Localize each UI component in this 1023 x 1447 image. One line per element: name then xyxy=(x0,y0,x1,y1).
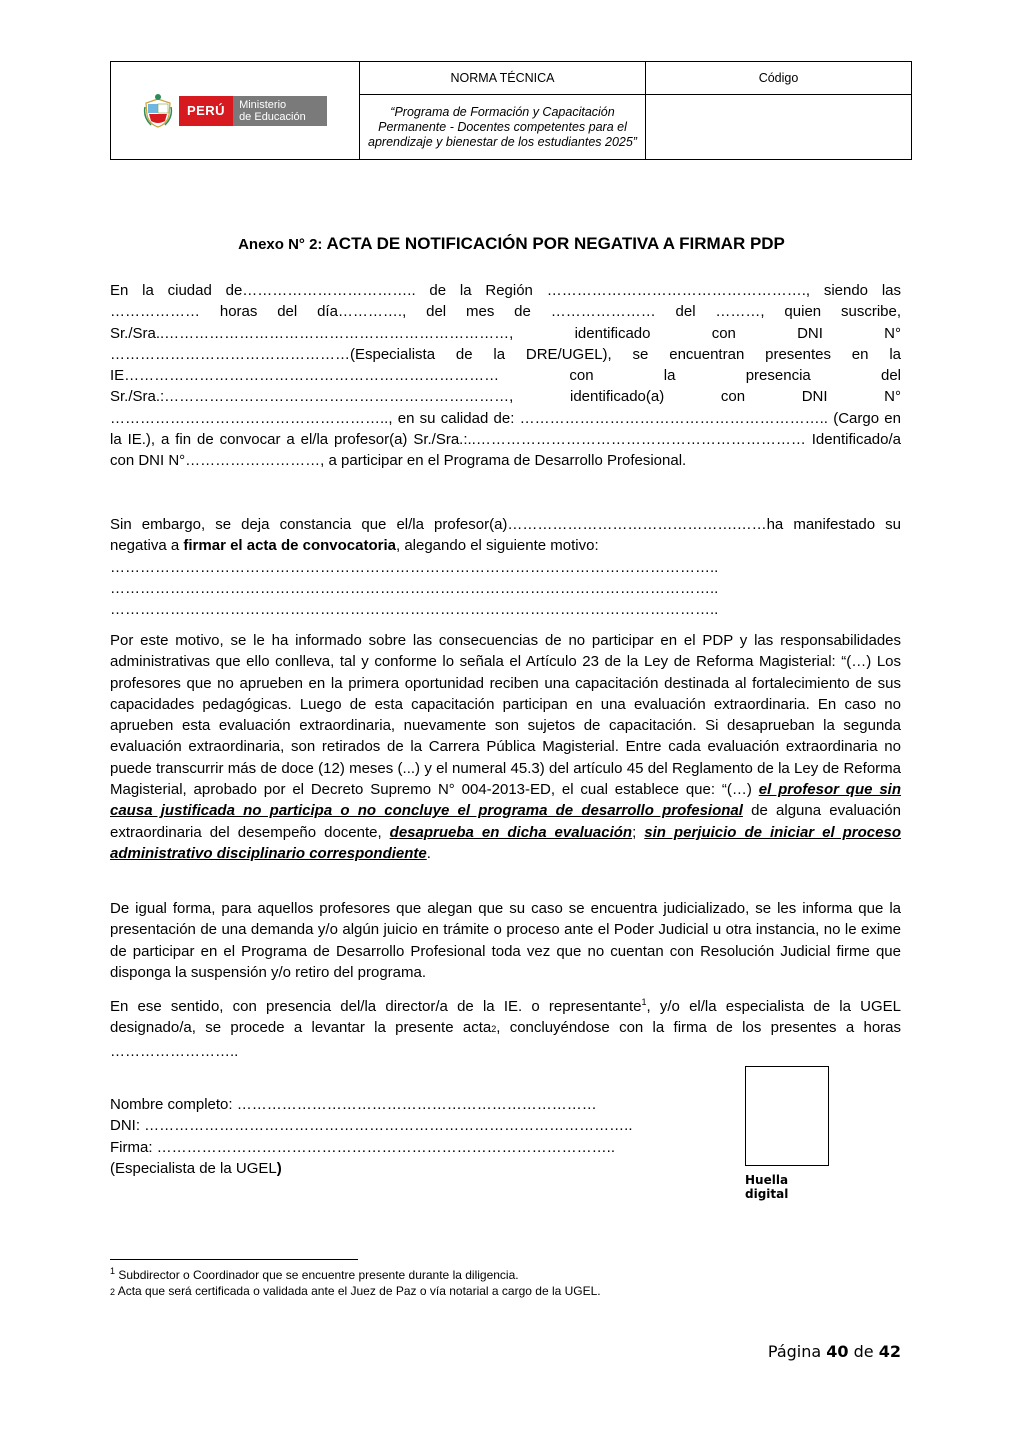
footnote-1-mark: 1 xyxy=(110,1266,116,1276)
p2-text-a: Sin embargo, se deja constancia que el/la profesor(a)……………………………………….……ha manifestado su negativa a xyxy=(110,516,901,555)
paragraph-5 xyxy=(110,996,901,1062)
p3-text-b: de alguna evaluación extraordinaria del desempeño docente, xyxy=(110,802,901,841)
p3-emphasis-3: sin perjuicio de iniciar el proceso administrativo disciplinario correspondiente xyxy=(110,823,901,862)
footnote-1 xyxy=(110,1268,519,1283)
page-label: Página xyxy=(767,1342,822,1361)
page-current: 40 xyxy=(826,1342,849,1361)
p5-text-b: , y/o el/la especialista de la UGEL designado/a, se procede a levantar la presente acta xyxy=(110,998,901,1037)
page-number xyxy=(768,1342,901,1361)
reason-line-2: ………………………………………………………………………………………………………….. xyxy=(110,579,719,597)
program-name-cell: “Programa de Formación y Capacitación Permanente - Docentes competentes para el aprendizaje y bienestar de los estudiantes 2025” xyxy=(360,95,646,160)
footnote-ref-2: 2 xyxy=(491,1024,497,1035)
signature-firma-line: Firma: ……………………………………………………………………………….. xyxy=(110,1138,615,1156)
paragraph-4: De igual forma, para aquellos profesores que alegan que su caso se encuentra judicializado, se les informa que la presentación de una demanda y/o algún juicio en trámite o proceso ante el Poder Judicial u otra instancia, no le exime de participar en el Programa de Desarrollo Profesional toda vez que no cuentan con Resolución Judicial firme que disponga la suspensión y/o retiro del programa. xyxy=(110,900,901,981)
peru-coat-of-arms-icon xyxy=(143,93,173,129)
p3-text-c: ; xyxy=(632,823,645,841)
paragraph-2 xyxy=(110,514,901,620)
peru-brand-block xyxy=(179,96,327,126)
ministerio-label xyxy=(233,96,327,126)
reason-line-1: ………………………………………………………………………………………………………….. xyxy=(110,558,719,576)
reason-line-3: ………………………………………………………………………………………………………….. xyxy=(110,601,719,619)
signature-block xyxy=(110,1094,730,1179)
fingerprint-label: Huella digital xyxy=(745,1173,789,1201)
footnote-2-text: Acta que será certificada o validada ante el Juez de Paz o vía notarial a cargo de la UGEL. xyxy=(115,1284,601,1298)
p2-text-b: , alegando el siguiente motivo: xyxy=(395,537,599,555)
logo-cell xyxy=(111,62,360,160)
paragraph-3 xyxy=(110,630,901,864)
page-of: de xyxy=(853,1342,874,1361)
document-title xyxy=(0,234,1023,254)
codigo-cell: Código xyxy=(646,62,912,95)
norma-tecnica-cell: NORMA TÉCNICA xyxy=(360,62,646,95)
p3-emphasis-2: desaprueba en dicha evaluación xyxy=(389,823,633,841)
p5-text-a: En ese sentido, con presencia del/la director/a de la IE. o representante xyxy=(110,998,642,1015)
p5-text-c: , concluyéndose con la firma de los presentes a horas …………………….. xyxy=(110,1019,901,1060)
p3-text-a: Por este motivo, se le ha informado sobre las consecuencias de no participar en el PDP y las responsabilidades administrativas que ello conlleva, tal y conforme lo señala el Artículo 23 de la Ley de Reforma Magisterial: “(…) Los profesores que no aprueben en la primera oportunidad reciben una capacitación destinada al fortalecimiento de sus capacidades pedagógicas. Luego de esta capacitación participan en una evaluación extraordinaria. En caso no aprueben esta evaluación extraordinaria, nuevamente son sujetos de capacitación. Si desaprueban la segunda evaluación extraordinaria, son retirados de la Carrera Pública Magisterial. Entre cada evaluación extraordinaria no puede transcurrir más de doce (12) meses (...) y el numeral 45.3) del artículo 45 del Reglamento de la Ley de Reforma Magisterial, aprobado por el Decreto Supremo N° 004-2013-ED, el cual establece que: “(…) xyxy=(110,632,901,799)
p2-bold: firmar el acta de convocatoria xyxy=(183,537,396,555)
signature-role-line xyxy=(110,1158,730,1179)
footnote-ref-1: 1 xyxy=(641,997,647,1007)
minedu-logo xyxy=(111,93,359,129)
signature-name-line: Nombre completo: ……………………………………………………………… xyxy=(110,1096,597,1113)
signature-role: (Especialista de la UGEL xyxy=(110,1159,277,1177)
ministerio-line-2: de Educación xyxy=(239,110,306,123)
document-header xyxy=(110,61,912,160)
footnote-2 xyxy=(110,1284,601,1300)
page-total: 42 xyxy=(878,1342,901,1361)
signature-role-paren: ) xyxy=(276,1159,282,1177)
signature-dni-line: DNI: …………………………………………………………………………………….. xyxy=(110,1117,633,1135)
p3-text-d: . xyxy=(426,844,431,862)
paragraph-1: En la ciudad de…………………………….. de la Región ……………………………………………., siendo las ……………… horas del día…………., del mes de ………………… del ………, quien suscribe, Sr./Sra..……………………………………………………………, identificado con DNI N° …………………………………………(Especialista de la DRE/UGEL), se encuentran presentes en la IE………………………………………………………………… con la presencia del Sr./Sra.:……………………………………………………………, identificado(a) con DNI N° ……………………………………………….., en su calidad de: …………………………………………………….. (Cargo en la IE.), a fin de convocar a el/la profesor(a) Sr./Sra.:..………………………………………………………… Identificado/a con DNI N°………………………, a participar en el Programa de Desarrollo Profesional. xyxy=(110,282,901,470)
fingerprint-box xyxy=(745,1066,829,1166)
codigo-value-cell xyxy=(646,95,912,160)
peru-label: PERÚ xyxy=(179,96,233,126)
footnote-divider xyxy=(110,1259,358,1260)
footnote-2-mark: 2 xyxy=(110,1287,116,1297)
p3-emphasis-1: el profesor que sin causa justificada no participa o no concluye el programa de desarrollo profesional xyxy=(110,781,901,820)
footnote-1-text: Subdirector o Coordinador que se encuentre presente durante la diligencia. xyxy=(115,1268,519,1282)
title-text: ACTA DE NOTIFICACIÓN POR NEGATIVA A FIRMAR PDP xyxy=(326,234,785,253)
annex-number: Anexo N° 2: xyxy=(238,236,323,253)
ministerio-line-1: Ministerio xyxy=(239,98,287,111)
